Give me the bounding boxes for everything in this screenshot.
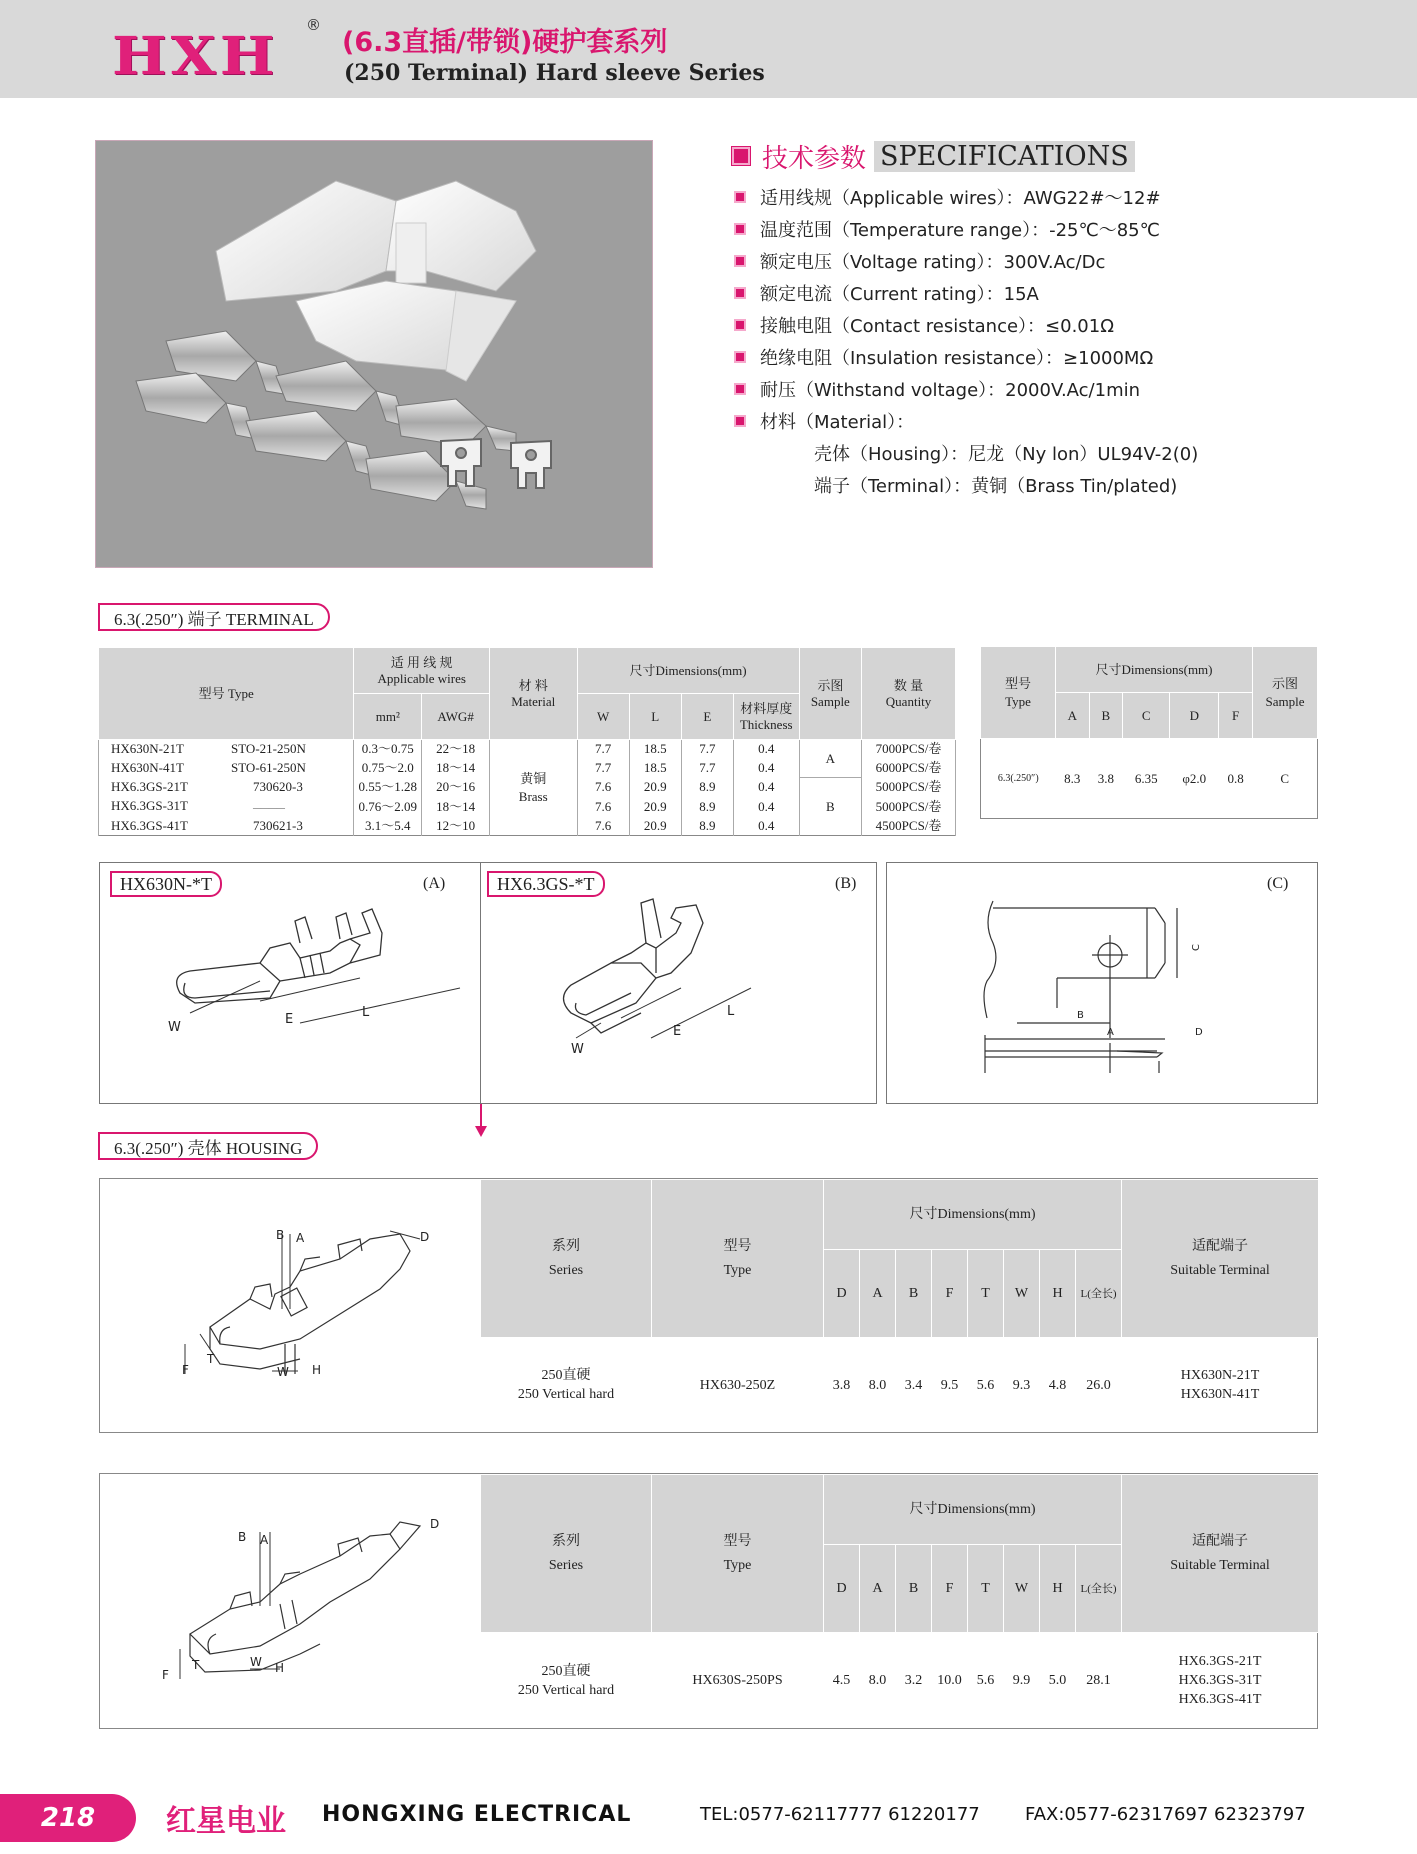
series-en: Series: [548, 1557, 584, 1573]
col-length: L(全长): [1076, 1545, 1122, 1633]
series-cn: 系列: [552, 1533, 580, 1549]
cell-w: 7.6: [577, 778, 629, 797]
housing-z-drawing: [100, 1179, 480, 1434]
cell-qty: 5000PCS/卷: [862, 778, 956, 797]
cell-e: 8.9: [681, 817, 733, 836]
telephone: TEL:0577-62117777 61220177: [700, 1804, 980, 1825]
col-a: A: [1056, 693, 1090, 739]
spec-heading-bullet-icon: [732, 147, 750, 165]
svg-text:A: A: [260, 1533, 269, 1547]
bullet-icon: [734, 287, 746, 299]
terminal-a-drawing: [100, 863, 482, 1105]
svg-text:T: T: [192, 1658, 200, 1672]
col-d: D: [1170, 693, 1219, 739]
cell-b: 3.8: [1097, 770, 1115, 786]
cell-w: 7.6: [577, 817, 629, 836]
spec-text: 适用线规（Applicable wires）：AWG22#～12#: [760, 188, 1161, 209]
housing-block-1: [99, 1178, 1318, 1433]
housing-section-tag: [98, 1132, 318, 1160]
drawing-a-box: [99, 862, 481, 1104]
drawing-a-tag: HX630N-*T: [110, 871, 222, 897]
cell-series: [481, 1338, 652, 1433]
spec-heading-cn: 技术参数: [762, 143, 867, 174]
cell-f: 0.8: [1227, 770, 1244, 786]
svg-text:F: F: [182, 1363, 189, 1377]
cell-type: [99, 759, 354, 778]
cell-l: 20.9: [629, 797, 681, 817]
cell-a: 8.0: [868, 1673, 887, 1689]
down-arrow-icon: [474, 1104, 488, 1138]
cell-w: 9.3: [1012, 1377, 1031, 1393]
cell-a: 8.3: [1064, 770, 1081, 786]
col-length: L(全长): [1076, 1250, 1122, 1338]
table-row: [481, 1633, 1319, 1729]
terminal-table: [98, 647, 956, 836]
col-a: A: [860, 1250, 896, 1338]
col-sample: [1253, 647, 1318, 739]
suitable-terminal: HX630N-21T: [1180, 1368, 1260, 1384]
bullet-icon: [734, 255, 746, 267]
suitable-terminal: HX6.3GS-21T: [1178, 1654, 1262, 1670]
svg-text:B: B: [276, 1228, 285, 1242]
col-d: D: [824, 1545, 860, 1633]
col-dims: 尺寸Dimensions(mm): [824, 1475, 1122, 1545]
svg-text:B: B: [238, 1530, 247, 1544]
svg-text:L: L: [362, 1005, 370, 1020]
series-value-cn: 250直硬: [541, 1663, 591, 1679]
cell-h: 4.8: [1048, 1377, 1067, 1393]
tab-dimension-table: [980, 646, 1318, 819]
material-cn: 材 料: [518, 677, 548, 693]
wires-en: Applicable wires: [377, 670, 466, 686]
spec-text: 绝缘电阻（Insulation resistance）：≥1000MΩ: [760, 348, 1154, 369]
cell-b: 3.4: [904, 1377, 923, 1393]
housing-ps-drawing: [100, 1474, 480, 1730]
col-l: L: [629, 694, 681, 740]
col-f: F: [932, 1545, 968, 1633]
cell-e: 8.9: [681, 797, 733, 817]
cell-b: 3.2: [904, 1673, 923, 1689]
cell-t: 0.4: [733, 778, 799, 797]
col-series: [481, 1475, 652, 1633]
col-material: [489, 648, 577, 740]
col-d: D: [824, 1250, 860, 1338]
spec-item: [734, 245, 1198, 277]
col-type: [652, 1475, 824, 1633]
terminal-section-label: 6.3(.250″) 端子 TERMINAL: [114, 609, 314, 629]
type-code: HX630N-21T: [111, 741, 184, 757]
cell-t: 5.6: [976, 1377, 995, 1393]
col-qty: [862, 648, 956, 740]
col-w: W: [577, 694, 629, 740]
svg-text:D: D: [1195, 1027, 1203, 1038]
bullet-icon: [734, 223, 746, 235]
col-w: W: [1004, 1545, 1040, 1633]
svg-text:W: W: [168, 1020, 181, 1035]
cell-w: 7.6: [577, 797, 629, 817]
cell-length: 28.1: [1086, 1673, 1111, 1689]
svg-text:F: F: [162, 1668, 169, 1682]
housing-1-drawing: [100, 1179, 480, 1432]
cell-qty: 4500PCS/卷: [862, 817, 956, 836]
table-row: [981, 739, 1318, 819]
cell-type: [99, 778, 354, 797]
spec-item: [734, 213, 1198, 245]
spec-item: [734, 277, 1198, 309]
series-value-en: 250 Vertical hard: [517, 1682, 615, 1698]
page-header: [0, 0, 1417, 98]
cell-e: 7.7: [681, 759, 733, 778]
ref-code: ————: [253, 802, 285, 812]
svg-text:A: A: [1107, 1027, 1114, 1038]
cell-mm2: 3.1～5.4: [354, 817, 422, 836]
ref-code: STO-21-250N: [231, 741, 306, 757]
svg-text:D: D: [420, 1230, 430, 1244]
cell-awg: 18～14: [422, 797, 490, 817]
cell-d: φ2.0: [1182, 770, 1207, 786]
col-b: B: [1089, 693, 1123, 739]
type-code: HX630N-41T: [111, 760, 184, 775]
svg-text:C: C: [1191, 944, 1202, 951]
col-h: H: [1040, 1250, 1076, 1338]
spec-text: 接触电阻（Contact resistance）：≤0.01Ω: [760, 316, 1114, 337]
spec-text: 额定电流（Current rating）：15A: [760, 284, 1039, 305]
series-cn: 系列: [552, 1238, 580, 1254]
bullet-icon: [734, 415, 746, 427]
table-row: [99, 740, 956, 759]
table-row: [481, 1338, 1319, 1433]
drawing-b-box: [481, 862, 877, 1104]
cell-w: 7.7: [577, 759, 629, 778]
spec-item: [734, 341, 1198, 373]
type-code: HX6.3GS-31T: [111, 797, 188, 813]
series-en: Series: [548, 1262, 584, 1278]
col-b: B: [896, 1545, 932, 1633]
material-en: Material: [511, 693, 556, 709]
type-code: HX6.3GS-41T: [111, 817, 188, 833]
fax: FAX:0577-62317697 62323797: [1025, 1804, 1306, 1825]
drawing-b-letter: (B): [835, 875, 857, 892]
spec-item: [734, 373, 1198, 405]
cell-sample-a: A: [799, 740, 862, 778]
cell-awg: 20～16: [422, 778, 490, 797]
svg-text:B: B: [1077, 1010, 1084, 1021]
housing-section-label: 6.3(.250″) 壳体 HOUSING: [114, 1138, 303, 1158]
cell-awg: 18～14: [422, 759, 490, 778]
col-awg: AWG#: [422, 694, 490, 740]
cell-d: 3.8: [832, 1377, 851, 1393]
ref-code: 730621-3: [253, 817, 303, 833]
spec-material-housing: 壳体（Housing）：尼龙（Ny lon）UL94V-2(0): [814, 444, 1199, 465]
type-cn: 型号: [1004, 675, 1031, 691]
cell-qty: 7000PCS/卷: [862, 740, 956, 759]
suitable-terminal: HX6.3GS-31T: [1178, 1673, 1262, 1689]
svg-text:W: W: [571, 1042, 584, 1057]
col-f: F: [1219, 693, 1253, 739]
ref-code: STO-61-250N: [231, 760, 306, 775]
suit-cn: 适配端子: [1192, 1533, 1248, 1549]
material-value-cn: 黄铜: [520, 770, 547, 786]
cell-f: 9.5: [940, 1377, 959, 1393]
col-dims: 尺寸Dimensions(mm): [824, 1180, 1122, 1250]
cell-type: 6.3(.250″): [997, 773, 1039, 784]
cell-w: 9.9: [1012, 1673, 1031, 1689]
col-type: [981, 647, 1056, 739]
cell-length: 26.0: [1086, 1377, 1111, 1393]
cell-mm2: 0.3～0.75: [354, 740, 422, 759]
title-english: (250 Terminal) Hard sleeve Series: [344, 60, 765, 86]
material-value-en: Brass: [518, 788, 548, 804]
cell-suitable: [1122, 1633, 1319, 1729]
svg-text:H: H: [312, 1363, 322, 1377]
sample-en: Sample: [810, 693, 850, 709]
cell-mm2: 0.55～1.28: [354, 778, 422, 797]
housing-2-table: [480, 1474, 1319, 1729]
housing-1-table: [480, 1179, 1319, 1433]
spec-item: [734, 181, 1198, 213]
svg-text:E: E: [285, 1012, 294, 1027]
page-number: 218: [0, 1794, 136, 1842]
suitable-terminal: HX630N-41T: [1180, 1387, 1260, 1403]
cell-suitable: [1122, 1338, 1319, 1433]
cell-series: [481, 1633, 652, 1729]
svg-text:W: W: [277, 1365, 289, 1379]
cell-l: 18.5: [629, 740, 681, 759]
series-value-en: 250 Vertical hard: [517, 1387, 615, 1403]
bullet-icon: [734, 383, 746, 395]
ref-code: 730620-3: [253, 779, 303, 794]
cell-t: 0.4: [733, 817, 799, 836]
type-cn: 型号: [723, 1533, 752, 1549]
spec-text: 耐压（Withstand voltage）：2000V.Ac/1min: [760, 380, 1141, 401]
tab-c-drawing: [887, 863, 1319, 1105]
svg-text:T: T: [207, 1352, 215, 1366]
drawing-c-letter: (C): [1267, 875, 1289, 892]
product-photo: [95, 140, 653, 568]
spec-heading: [732, 140, 1135, 172]
col-t: T: [968, 1545, 1004, 1633]
qty-en: Quantity: [885, 693, 932, 709]
svg-text:E: E: [673, 1024, 682, 1039]
cell-type: [99, 740, 354, 759]
cell-t: 0.4: [733, 759, 799, 778]
bullet-icon: [734, 319, 746, 331]
col-w: W: [1004, 1250, 1040, 1338]
col-a: A: [860, 1545, 896, 1633]
qty-cn: 数 量: [893, 677, 924, 693]
spec-text: 额定电压（Voltage rating）：300V.Ac/Dc: [760, 252, 1106, 273]
sample-cn: 示图: [1271, 675, 1298, 691]
cell-w: 7.7: [577, 740, 629, 759]
spec-material-terminal: 端子（Terminal）：黄铜（Brass Tin/plated): [814, 476, 1178, 497]
svg-text:W: W: [250, 1655, 262, 1669]
col-dims: 尺寸Dimensions(mm): [577, 648, 799, 694]
sample-cn: 示图: [817, 677, 844, 693]
bullet-icon: [734, 351, 746, 363]
col-f: F: [932, 1250, 968, 1338]
cell-sample-b: B: [799, 778, 862, 836]
col-type: [652, 1180, 824, 1338]
cell-c: 6.35: [1134, 770, 1158, 786]
cell-e: 7.7: [681, 740, 733, 759]
cell-awg: 22～18: [422, 740, 490, 759]
hxh-logo: HXH: [112, 25, 279, 87]
suit-cn: 适配端子: [1192, 1238, 1248, 1254]
housing-2-drawing: [100, 1474, 480, 1728]
spec-heading-en: SPECIFICATIONS: [874, 141, 1135, 172]
cell-t: 0.4: [733, 797, 799, 817]
cell-qty: 5000PCS/卷: [862, 797, 956, 817]
housing-block-2: [99, 1473, 1318, 1729]
cell-e: 8.9: [681, 778, 733, 797]
company-name-en: HONGXING ELECTRICAL: [322, 1802, 632, 1827]
suitable-terminal: HX6.3GS-41T: [1178, 1692, 1262, 1708]
spec-item: [734, 405, 1198, 437]
type-en: Type: [723, 1557, 752, 1573]
col-c: C: [1123, 693, 1170, 739]
drawing-c-box: [886, 862, 1318, 1104]
spec-item: [734, 309, 1198, 341]
cell-sample: C: [1280, 770, 1290, 786]
series-value-cn: 250直硬: [541, 1368, 591, 1384]
spec-list: [734, 181, 1198, 501]
bullet-icon: [734, 191, 746, 203]
terminal-section-tag: [98, 603, 330, 631]
col-thickness: [733, 694, 799, 740]
cell-material: [489, 740, 577, 836]
col-series: [481, 1180, 652, 1338]
suit-en: Suitable Terminal: [1170, 1262, 1270, 1278]
col-dims: 尺寸Dimensions(mm): [1056, 647, 1253, 693]
cell-t: 0.4: [733, 740, 799, 759]
suit-en: Suitable Terminal: [1170, 1557, 1270, 1573]
title-chinese: (6.3直插/带锁)硬护套系列: [342, 27, 668, 58]
registered-mark: ®: [306, 16, 321, 34]
cell-mm2: 0.75～2.0: [354, 759, 422, 778]
cell-d: 4.5: [832, 1673, 851, 1689]
cell-f: 10.0: [937, 1673, 962, 1689]
terminal-b-drawing: [481, 863, 877, 1105]
cell-qty: 6000PCS/卷: [862, 759, 956, 778]
type-cn: 型号: [723, 1238, 752, 1254]
col-b: B: [896, 1250, 932, 1338]
drawing-b-tag: HX6.3GS-*T: [487, 871, 605, 897]
cell-l: 20.9: [629, 778, 681, 797]
cell-a: 8.0: [868, 1377, 887, 1393]
type-code: HX6.3GS-21T: [111, 779, 188, 794]
svg-text:D: D: [430, 1517, 440, 1531]
spec-text: 温度范围（Temperature range）：-25℃～85℃: [760, 220, 1160, 241]
thick-en: Thickness: [739, 716, 793, 732]
col-t: T: [968, 1250, 1004, 1338]
col-mm2: mm²: [354, 694, 422, 740]
col-e: E: [681, 694, 733, 740]
drawing-a-letter: (A): [423, 875, 446, 892]
cell-l: 18.5: [629, 759, 681, 778]
thick-cn: 材料厚度: [740, 700, 793, 716]
cell-type: HX630-250Z: [699, 1377, 776, 1393]
cell-t: 5.6: [976, 1673, 995, 1689]
cell-type: [99, 817, 354, 836]
cell-l: 20.9: [629, 817, 681, 836]
col-suitable: [1122, 1475, 1319, 1633]
col-sample: [799, 648, 862, 740]
type-en: Type: [1005, 693, 1031, 709]
col-suitable: [1122, 1180, 1319, 1338]
cell-awg: 12～10: [422, 817, 490, 836]
spec-text: 材料（Material）：: [760, 412, 915, 433]
cell-h: 5.0: [1048, 1673, 1067, 1689]
col-type: 型号 Type: [99, 648, 354, 740]
cell-type: HX630S-250PS: [692, 1673, 783, 1689]
svg-text:L: L: [727, 1004, 735, 1019]
col-wires: [354, 648, 490, 694]
wires-cn: 适 用 线 规: [390, 654, 453, 670]
company-name-cn: 红星电业: [166, 1804, 286, 1839]
col-h: H: [1040, 1545, 1076, 1633]
cell-mm2: 0.76～2.09: [354, 797, 422, 817]
svg-text:A: A: [296, 1231, 305, 1245]
cell-type: [99, 797, 354, 817]
sample-en: Sample: [1265, 693, 1305, 709]
svg-text:H: H: [275, 1661, 285, 1675]
type-en: Type: [723, 1262, 752, 1278]
